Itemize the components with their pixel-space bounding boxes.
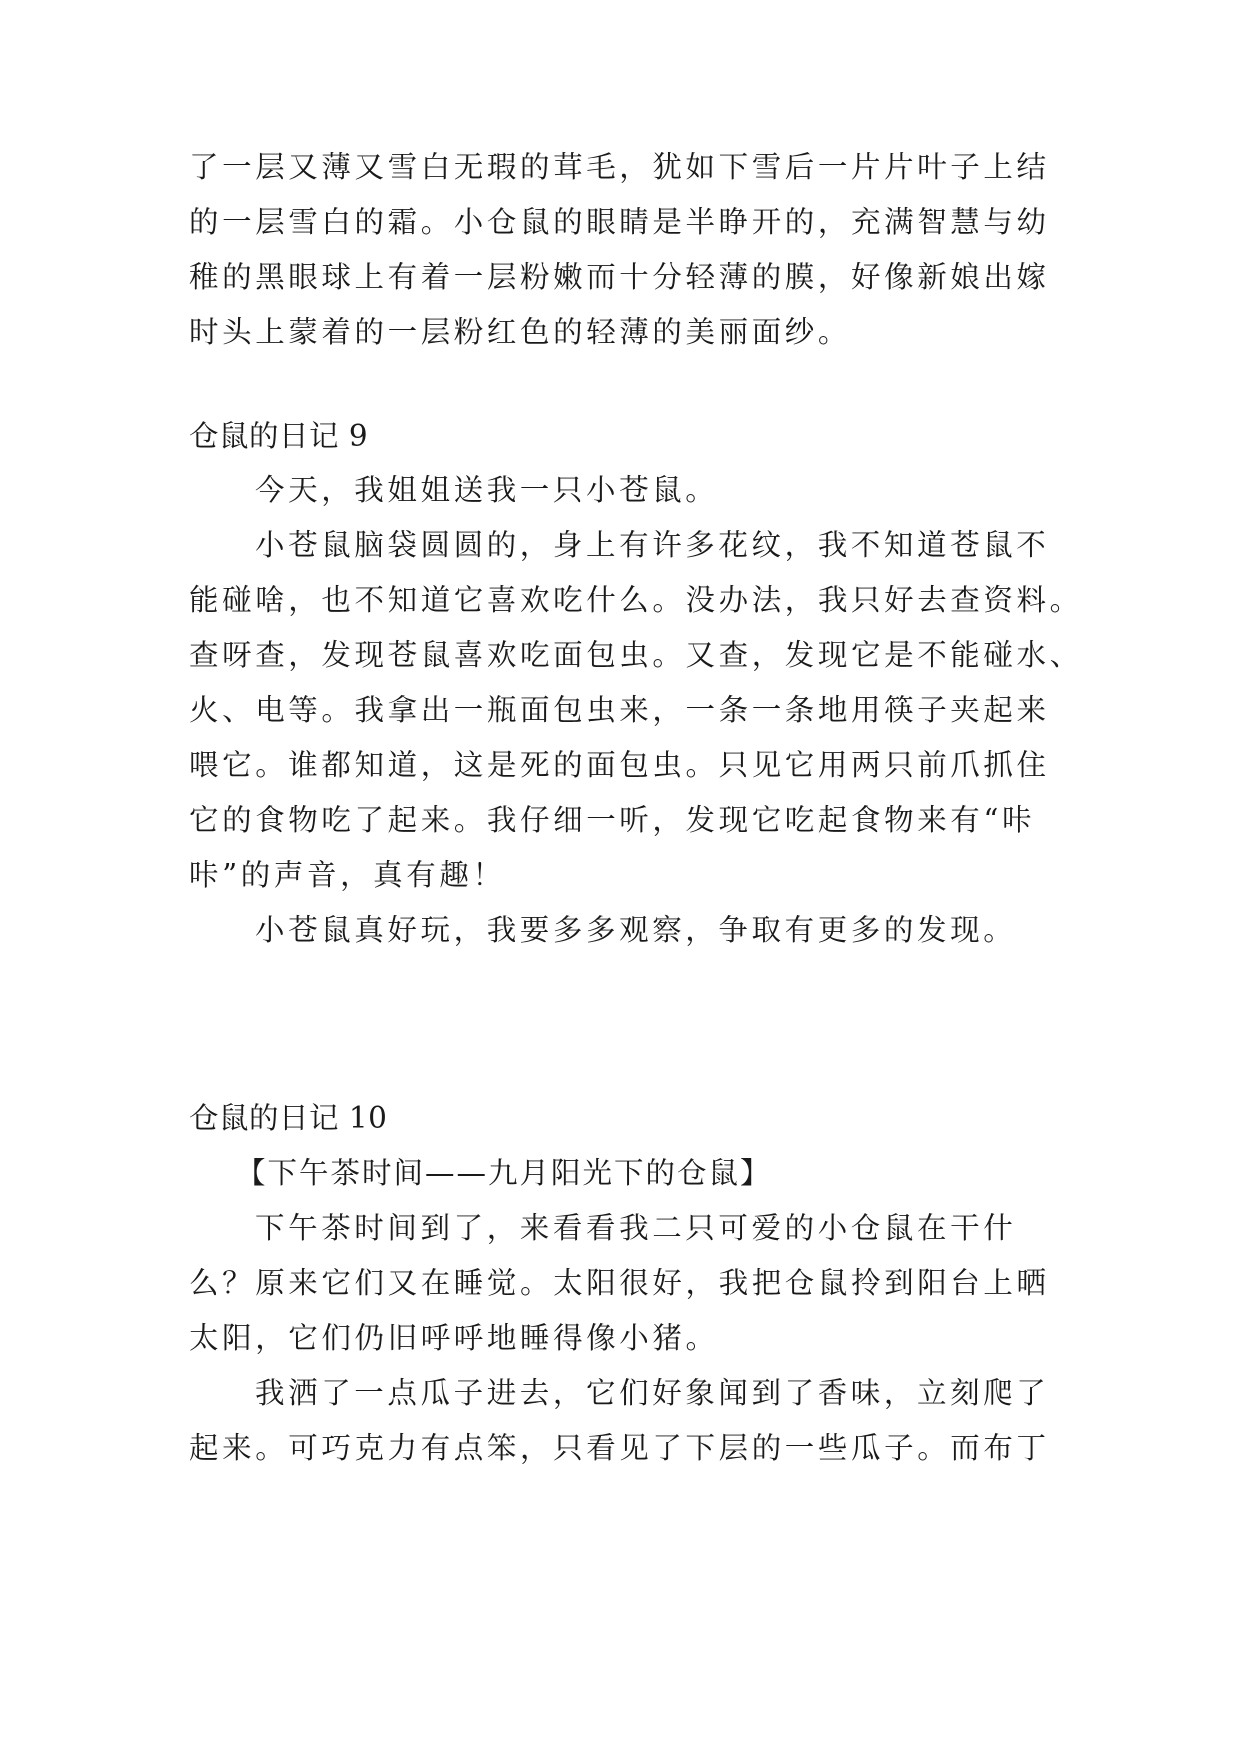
- paragraph-line: 查呀查，发现苍鼠喜欢吃面包虫。又查，发现它是不能碰水、: [189, 638, 1083, 672]
- paragraph-line: 喂它。谁都知道，这是死的面包虫。只见它用两只前爪抓住: [189, 748, 1050, 782]
- paragraph-line: 下午茶时间到了，来看看我二只可爱的小仓鼠在干什: [255, 1211, 1017, 1245]
- paragraph-line: 么？原来它们又在睡觉。太阳很好，我把仓鼠拎到阳台上晒: [189, 1266, 1050, 1300]
- paragraph-line: 起来。可巧克力有点笨，只看见了下层的一些瓜子。而布丁: [189, 1431, 1050, 1465]
- paragraph-line: 咔”的声音，真有趣！: [189, 858, 506, 892]
- paragraph-line: 火、电等。我拿出一瓶面包虫来，一条一条地用筷子夹起来: [189, 693, 1050, 727]
- paragraph-line: 今天，我姐姐送我一只小苍鼠。: [255, 473, 719, 507]
- paragraph-line: 太阳，它们仍旧呼呼地睡得像小猪。: [189, 1321, 719, 1355]
- paragraph-line: 小苍鼠脑袋圆圆的，身上有许多花纹，我不知道苍鼠不: [255, 528, 1050, 562]
- paragraph-line: 了一层又薄又雪白无瑕的茸毛，犹如下雪后一片片叶子上结: [189, 150, 1050, 184]
- paragraph-line: 小苍鼠真好玩，我要多多观察，争取有更多的发现。: [255, 913, 1017, 947]
- paragraph-line: 它的食物吃了起来。我仔细一听，发现它吃起食物来有“咔: [189, 803, 1036, 837]
- section-title-diary-10: 仓鼠的日记 10: [189, 1101, 388, 1135]
- paragraph-line: 能碰啥，也不知道它喜欢吃什么。没办法，我只好去查资料。: [189, 583, 1083, 617]
- paragraph-line: 时头上蒙着的一层粉红色的轻薄的美丽面纱。: [189, 315, 852, 349]
- section-subtitle: 【下午茶时间——九月阳光下的仓鼠】: [236, 1156, 772, 1190]
- section-title-diary-9: 仓鼠的日记 9: [189, 419, 369, 453]
- paragraph-line: 稚的黑眼球上有着一层粉嫩而十分轻薄的膜，好像新娘出嫁: [189, 260, 1050, 294]
- paragraph-line: 我洒了一点瓜子进去，它们好象闻到了香味，立刻爬了: [255, 1376, 1050, 1410]
- paragraph-line: 的一层雪白的霜。小仓鼠的眼睛是半睁开的，充满智慧与幼: [189, 205, 1050, 239]
